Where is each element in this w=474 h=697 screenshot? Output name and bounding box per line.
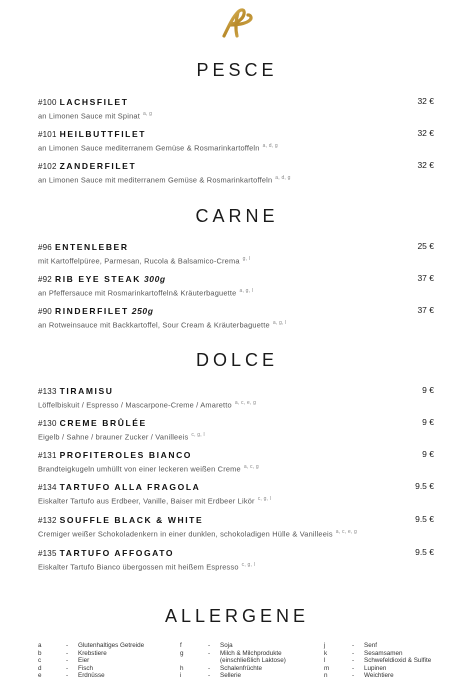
allergen-label: Lupinen [364, 664, 387, 672]
item-number: #100 [38, 98, 57, 107]
allergen-row: c - Eier [38, 657, 90, 665]
item-number: #131 [38, 451, 57, 460]
allergen-label: Schalenfrüchte [220, 664, 263, 672]
allergen-label: Weichtiere [364, 672, 394, 680]
item-number: #102 [38, 162, 57, 171]
allergen-label: Erdnüsse [78, 672, 105, 680]
item-price: 25 € [417, 241, 434, 251]
item-name: SOUFFLE BLACK & WHITE [59, 515, 204, 525]
item-price: 32 € [417, 160, 434, 170]
item-description: Brandteigkugeln umhüllt von einer leckeren weißen Creme [38, 464, 241, 474]
item-description: Cremiger weißer Schokoladenkern in einer dunklen, schokoladigen Hülle & Vanilleeis [38, 529, 333, 539]
allergen-code: e [38, 672, 42, 680]
menu-item [38, 384, 434, 410]
allergen-label: Senf [364, 642, 377, 649]
allergen-codes: c, g, l [257, 496, 272, 502]
allergen-code: b [38, 649, 42, 657]
allergen-codes: a, c, e, g [234, 400, 257, 406]
item-price: 9 € [422, 449, 434, 459]
allergen-row: a - Glutenhaltiges Getreide [38, 642, 145, 649]
item-number: #96 [38, 243, 52, 252]
item-number: #92 [38, 275, 52, 284]
allergen-column [324, 642, 431, 680]
item-name: TIRAMISU [59, 386, 114, 396]
allergen-codes: a, d, g [262, 143, 278, 149]
allergen-code: a [38, 642, 42, 649]
item-description: an Limonen Sauce mit mediterranem Gemüse & Rosmarinkartoffeln [38, 175, 273, 185]
item-price: 37 € [417, 273, 434, 283]
item-number: #90 [38, 307, 52, 316]
item-number: #132 [38, 516, 57, 525]
allergen-codes: c, g, l [191, 432, 205, 438]
item-description: mit Kartoffelpüree, Parmesan, Rucola & Balsamico-Crema [38, 256, 240, 266]
allergen-codes: a, g, l [272, 320, 287, 326]
item-description: an Limonen Sauce mediterranem Gemüse & Rosmarinkartoffeln [38, 143, 260, 153]
item-description: an Rotweinsauce mit Backkartoffel, Sour Cream & Kräuterbaguette [38, 320, 270, 330]
allergen-row: j - Senf [324, 642, 377, 649]
menu-item [38, 416, 434, 442]
item-name: HEILBUTTFILET [59, 129, 147, 139]
item-number: #135 [38, 549, 57, 558]
menu-item [38, 272, 434, 298]
allergen-code: f [180, 642, 182, 649]
menu-item [38, 159, 434, 185]
item-description: an Pfeffersauce mit Rosmarinkartoffeln& Kräuterbaguette [38, 288, 237, 298]
allergen-code: c [38, 657, 42, 665]
item-price: 37 € [417, 305, 434, 315]
item-price: 32 € [417, 128, 434, 138]
item-description: Eiskalter Tartufo aus Erdbeer, Vanille, Baiser mit Erdbeer Likör [38, 496, 255, 506]
allergen-code: n [324, 672, 328, 680]
allergen-label: Soja [220, 642, 233, 649]
menu-item [38, 95, 434, 121]
allergen-row: i - Sellerie [180, 672, 241, 680]
item-weight: 300g [143, 274, 166, 284]
allergen-code: g [180, 649, 184, 657]
item-price: 9.5 € [415, 547, 434, 557]
item-weight: 250g [131, 306, 154, 316]
item-name: CREME BRÛLÉE [59, 418, 147, 428]
allergen-row: h - Schalenfrüchte [180, 664, 263, 672]
allergen-label: Schwefeldioxid & Sulfite [364, 657, 432, 665]
allergen-label: Krebstiere [78, 649, 107, 657]
item-number: #101 [38, 130, 57, 139]
allergen-codes: g, l [242, 256, 251, 262]
menu-item [38, 480, 434, 506]
item-price: 9 € [422, 385, 434, 395]
allergen-row: l - Schwefeldioxid & Sulfite [324, 657, 432, 665]
allergen-label: Fisch [78, 664, 94, 672]
allergen-code: d [38, 664, 42, 672]
item-name: PROFITEROLES BIANCO [59, 450, 193, 460]
allergen-codes: c, g, l [241, 562, 256, 568]
allergen-row: b - Krebstiere [38, 649, 107, 657]
menu-item [38, 513, 434, 539]
allergen-code: i [180, 672, 182, 680]
allergen-label: Milch & Milchprodukte [220, 649, 282, 657]
item-price: 9.5 € [415, 514, 434, 524]
menu-item [38, 546, 434, 572]
allergen-codes: a, c, e, g [335, 529, 357, 535]
item-name: TARTUFO AFFOGATO [59, 548, 175, 558]
item-name: TARTUFO ALLA FRAGOLA [59, 482, 201, 492]
item-number: #130 [38, 419, 57, 428]
allergen-codes: a, g, l [239, 288, 254, 294]
allergen-label: (einschließlich Laktose) [220, 657, 286, 665]
menu-item [38, 240, 434, 266]
allergen-code: l [324, 657, 326, 665]
item-number: #133 [38, 387, 57, 396]
item-price: 9.5 € [415, 481, 434, 491]
item-number: #134 [38, 483, 57, 492]
allergen-column [180, 642, 286, 680]
item-description: Eiskalter Tartufo Bianco übergossen mit heißem Espresso [38, 562, 239, 572]
allergen-label: Sesamsamen [364, 649, 403, 657]
allergen-row [180, 657, 286, 665]
section-title-pesce: PESCE [196, 60, 278, 80]
allergen-row: d - Fisch [38, 664, 94, 672]
allergen-row: g - Milch & Milchprodukte [180, 649, 282, 657]
logo-icon [218, 6, 256, 40]
allergen-codes: a, g [142, 111, 153, 117]
item-description: an Limonen Sauce mit Spinat [38, 111, 140, 121]
allergen-label: Eier [78, 657, 90, 665]
menu-item [38, 127, 434, 153]
allergen-row: m - Lupinen [324, 664, 387, 672]
item-name: RINDERFILET [54, 306, 129, 316]
allergen-code: h [180, 664, 184, 672]
allergen-row: k - Sesamsamen [324, 649, 403, 657]
allergen-row: f - Soja [180, 642, 233, 649]
item-name: ENTENLEBER [54, 242, 129, 252]
section-title-carne: CARNE [195, 206, 279, 226]
menu-item [38, 448, 434, 474]
allergen-label: Glutenhaltiges Getreide [78, 642, 145, 649]
allergen-code: k [324, 649, 328, 657]
item-name: ZANDERFILET [59, 161, 137, 171]
item-description: Löffelbiskuit / Espresso / Mascarpone-Creme / Amaretto [38, 400, 232, 410]
section-title-allergene: ALLERGENE [164, 606, 310, 626]
item-price: 32 € [417, 96, 434, 106]
allergen-codes: a, c, g [243, 464, 259, 470]
allergen-row: n - Weichtiere [324, 672, 394, 680]
allergen-label: Sellerie [220, 672, 241, 680]
section-title-dolce: DOLCE [195, 350, 278, 370]
item-name: LACHSFILET [59, 97, 129, 107]
item-name: RIB EYE STEAK [54, 274, 141, 284]
item-price: 9 € [422, 417, 434, 427]
allergen-code: m [324, 664, 330, 672]
allergen-row: e - Erdnüsse [38, 672, 105, 680]
allergen-column [38, 642, 144, 680]
allergen-codes: a, d, g [275, 175, 291, 181]
item-description: Eigelb / Sahne / brauner Zucker / Vanilleeis [38, 432, 189, 442]
allergen-code: j [324, 642, 326, 649]
menu-item [38, 304, 434, 330]
